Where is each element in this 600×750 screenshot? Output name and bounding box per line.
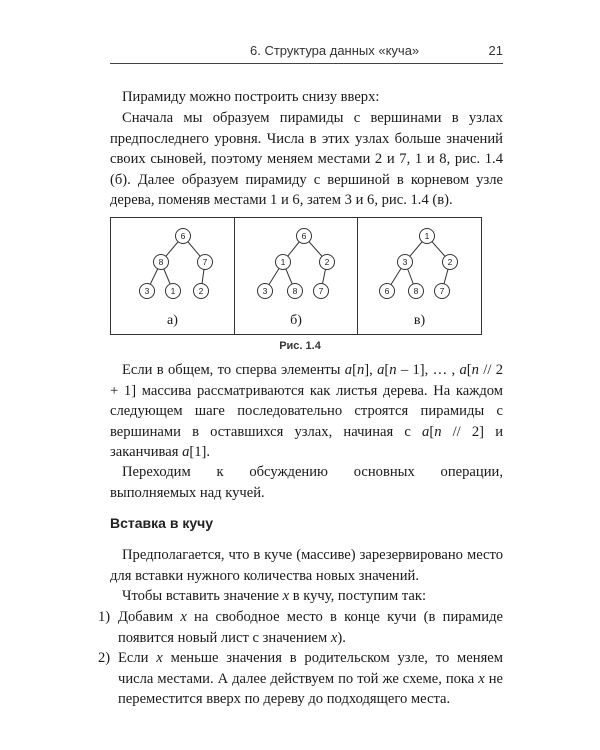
math-var: n <box>389 362 397 378</box>
figure-panel-a <box>111 218 234 334</box>
panel-label: б) <box>290 313 302 328</box>
math-var: a <box>182 444 190 461</box>
text-run: меньше значения в родительском узле, то меняем числа местами. А далее действуем по той же схеме, пока <box>118 650 503 687</box>
math-var: x <box>330 629 338 646</box>
paragraph-1: Сначала мы образуем пирамиды с вершинами в узлах предпоследнего уровня. Числа в этих узлах больше значений своих сыновей, поэтому меняем местами 2 и 7, 1 и 8, рис. 1.4 (б). Далее образуем пирамиду с вершиной в корневом узле дерева, поменяв местами 1 и 6, затем 3 и 6, рис. 1.4 (в). <box>110 110 503 209</box>
node-label: 2 <box>324 257 330 267</box>
paragraph-5 <box>110 586 503 607</box>
node-label: 3 <box>402 257 408 267</box>
tree-diagram-a <box>111 218 234 313</box>
figure-1-4 <box>110 217 482 335</box>
page-number: 21 <box>488 43 503 58</box>
math-var: n <box>471 362 479 378</box>
list-number: 1) <box>98 609 111 625</box>
text-run: ], <box>364 362 378 378</box>
node-label: 6 <box>301 231 307 241</box>
text-run: – 1], … , <box>396 362 460 378</box>
node-label: 7 <box>318 286 324 296</box>
math-var: a <box>422 423 430 440</box>
math-var: x <box>478 670 485 687</box>
node-label: 3 <box>144 286 150 296</box>
list-text <box>118 648 503 710</box>
node-label: 8 <box>292 286 298 296</box>
tree-diagram-b <box>235 218 357 313</box>
paragraph-2 <box>110 360 503 463</box>
chapter-title: 6. Структура данных «куча» <box>250 43 420 58</box>
math-var: x <box>180 609 187 625</box>
node-label: 6 <box>180 231 186 241</box>
list-text <box>118 607 503 648</box>
panel-label: в) <box>413 313 426 328</box>
text-run: [1]. <box>189 444 211 461</box>
panel-label: а) <box>167 313 178 328</box>
math-var: a <box>459 362 467 378</box>
intro-paragraph: Пирамиду можно построить снизу вверх: <box>122 89 380 105</box>
node-label: 1 <box>424 231 430 241</box>
node-label: 7 <box>439 286 445 296</box>
text-run: Если в общем, то сперва элементы <box>122 362 345 378</box>
text-run: на свободное место в конце кучи (в пирамиде появится новый лист с значением <box>118 609 503 646</box>
text-run: [ <box>429 423 435 440</box>
math-var: a <box>344 362 353 378</box>
node-label: 8 <box>413 286 419 296</box>
figure-panel-b <box>235 218 357 334</box>
text-run: [ <box>384 362 390 378</box>
paragraph-4: Предполагается, что в куче (массиве) зарезервировано место для вставки нужного количества новых значений. <box>110 547 503 584</box>
header-rule <box>110 63 503 64</box>
text-run: // 2] и заканчивая <box>110 423 504 461</box>
math-var: a <box>377 362 385 378</box>
text-run: ). <box>337 629 346 646</box>
node-label: 7 <box>202 257 208 267</box>
node-label: 6 <box>384 286 390 296</box>
node-label: 8 <box>158 257 164 267</box>
math-var: x <box>282 588 290 604</box>
section-heading: Вставка в кучу <box>110 515 214 531</box>
figure-caption: Рис. 1.4 <box>279 340 321 352</box>
text-run: [ <box>466 362 472 378</box>
node-label: 3 <box>262 286 268 296</box>
math-var: x <box>156 650 163 666</box>
node-label: 2 <box>198 286 204 296</box>
math-var: n <box>356 362 365 378</box>
text-run: Чтобы вставить значение <box>122 588 283 604</box>
text-run: не переместится вверх по дереву до подходящего места. <box>118 670 504 708</box>
text-run: в кучу, поступим так: <box>289 588 427 604</box>
text-run: Если <box>118 650 157 666</box>
list-number: 2) <box>98 650 111 666</box>
text-run: Добавим <box>118 609 181 625</box>
tree-diagram-c <box>358 218 481 313</box>
math-var: n <box>434 423 442 440</box>
node-label: 2 <box>447 257 453 267</box>
node-label: 1 <box>280 257 286 267</box>
figure-panel-c <box>358 218 481 334</box>
text-run: [ <box>352 362 357 378</box>
node-label: 1 <box>170 286 176 296</box>
text-run: // 2 + 1] массива рассматриваются как листья дерева. На каждом следующем шаге последовательно строятся пирамиды с вершинами в оставшихся узлах, начиная с <box>110 362 503 440</box>
paragraph-3: Переходим к обсуждению основных операции, выполняемых над кучей. <box>110 464 503 501</box>
